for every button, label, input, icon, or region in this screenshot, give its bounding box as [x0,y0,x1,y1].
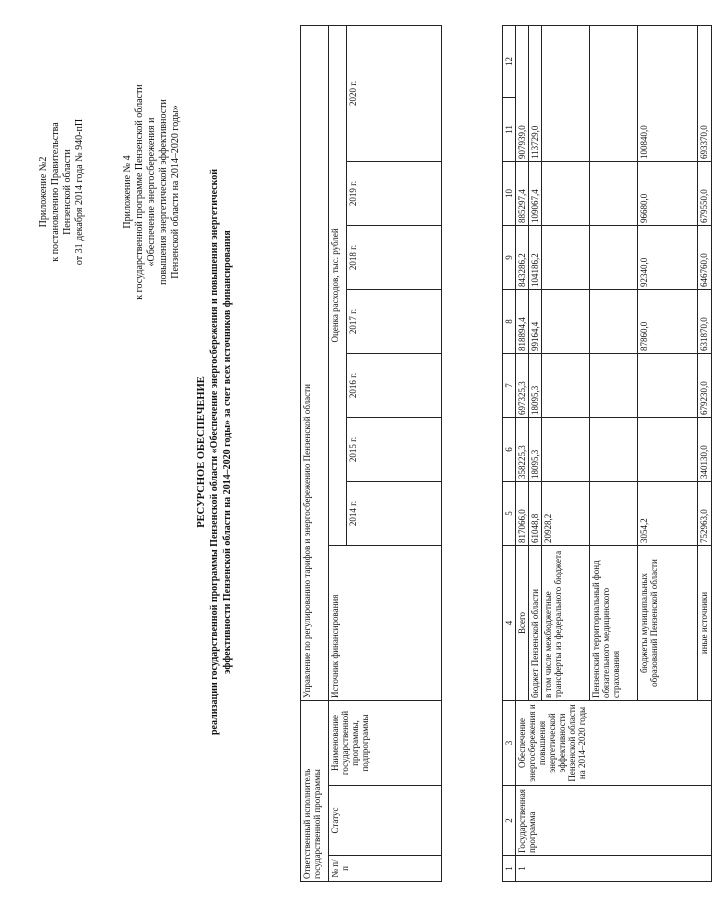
col-header-number: № п/п [329,856,442,882]
table-row [516,26,529,882]
year-header: 2018 г. [347,225,442,289]
column-number: 4 [503,546,516,701]
column-number: 11 [503,98,516,162]
title-subtitle-line-1: реализации государственной программы Пензенской области «Обеспечение энергосбережения и повышения энергетической [209,169,220,735]
appendix-4-block [122,12,182,372]
appendix-4-line: Пензенской области на 2014–2020 годы» [170,105,181,279]
value-cell [542,290,590,354]
col-header-source: Источник финансирования [329,545,442,700]
year-header: 2016 г. [347,353,442,417]
value-cell: 18095,3 [529,354,542,418]
appendix-2-block [38,12,86,372]
value-cell: 18095,3 [529,418,542,482]
value-cell [590,162,638,226]
appendix-4-line: «Обеспечение энергосбережения и [146,117,157,267]
value-cell: 61048,8 [529,482,542,546]
value-cell [542,226,590,290]
column-number: 7 [503,354,516,418]
value-cell: 104186,2 [529,226,542,290]
value-cell: 818894,4 [516,290,529,354]
value-cell: 340130,0 [698,418,712,482]
appendix-4-line: к государственной программе Пензенской области [134,84,145,300]
value-cell: 697325,3 [516,354,529,418]
appendix-2-line: Пензенской области [62,149,73,235]
col-header-name: Наименование государственной программы, подпрограммы [329,700,442,785]
value-cell: 20928,2 [542,482,590,546]
value-cell [542,162,590,226]
column-number: 3 [503,701,516,786]
value-cell [590,290,638,354]
value-cell [590,26,638,162]
source-label: в том числе межбюджетные трансферты из федерального бюджета [542,546,590,701]
value-cell: 752963,0 [698,482,712,546]
value-cell [542,26,590,162]
value-cell: 92340,0 [638,226,698,290]
responsible-value: Управление по регулированию тарифов и энергосбережению Пензенской области [301,25,329,700]
document-title [195,12,234,892]
value-cell: 843286,2 [516,226,529,290]
column-number: 5 [503,482,516,546]
value-cell: 907939,0 [516,26,529,162]
year-header: 2015 г. [347,417,442,481]
value-cell: 3054,2 [638,482,698,546]
column-number: 10 [503,162,516,226]
source-label: бюджет Пензенской области [529,546,542,701]
value-cell: 679550,0 [698,162,712,226]
appendix-4-line: Приложение № 4 [122,155,133,229]
value-cell: 87860,0 [638,290,698,354]
column-number: 12 [503,26,516,98]
appendix-2-line: Приложение №2 [38,156,49,228]
source-label: Пензенский территориальный фонд обязательного медицинского страхования [590,546,638,701]
value-cell [590,354,638,418]
source-label: иные источники [698,546,712,701]
value-cell: 99164,4 [529,290,542,354]
column-number: 1 [503,856,516,882]
value-cell: 631870,0 [698,290,712,354]
value-cell [638,418,698,482]
title-subtitle-line-2: эффективности Пензенской области на 2014–2020 годы» за счет всех источников финансирования [222,230,233,674]
appendix-2-line: к постановлению Правительства [50,122,61,262]
value-cell [590,418,638,482]
value-cell: 113729,0 [529,26,542,162]
title-main: РЕСУРСНОЕ ОБЕСПЕЧЕНИЕ [196,376,207,528]
row-program-name: Обеспечение энергосбережения и повышения энергетической эффективности Пензенской области на 2014–2020 годы [516,701,712,786]
value-cell: 885297,4 [516,162,529,226]
col-header-estimate: Оценка расходов, тыс. рублей [329,25,347,545]
source-label: бюджеты муниципальных образований Пензенской области [638,546,698,701]
value-cell [542,354,590,418]
column-number: 8 [503,290,516,354]
responsible-label: Ответственный исполнитель государственной программы [301,700,329,881]
column-number-row [503,26,516,882]
column-number: 9 [503,226,516,290]
value-cell: 96680,0 [638,162,698,226]
year-header: 2014 г. [347,481,442,545]
value-cell [590,482,638,546]
value-cell: 358225,3 [516,418,529,482]
source-label: Всего [516,546,529,701]
document-page [20,12,709,892]
row-number: 1 [516,856,712,882]
appendix-4-line: повышения энергетической эффективности [158,99,169,285]
value-cell: 679230,0 [698,354,712,418]
year-header: 2017 г. [347,289,442,353]
value-cell [590,226,638,290]
value-cell: 100840,0 [638,26,698,162]
row-status: Государственная программа [516,786,712,856]
value-cell [638,354,698,418]
header-table [300,25,442,882]
funding-table [502,25,712,882]
column-number: 6 [503,418,516,482]
value-cell [542,418,590,482]
value-cell: 693370,0 [698,26,712,162]
value-cell: 109067,4 [529,162,542,226]
value-cell: 646760,0 [698,226,712,290]
col-header-status: Статус [329,786,442,856]
appendix-2-line: от 31 декабря 2014 года № 940-пП [74,118,85,266]
value-cell: 817066,0 [516,482,529,546]
year-header: 2020 г. [347,25,442,161]
year-header: 2019 г. [347,161,442,225]
column-number: 2 [503,786,516,856]
